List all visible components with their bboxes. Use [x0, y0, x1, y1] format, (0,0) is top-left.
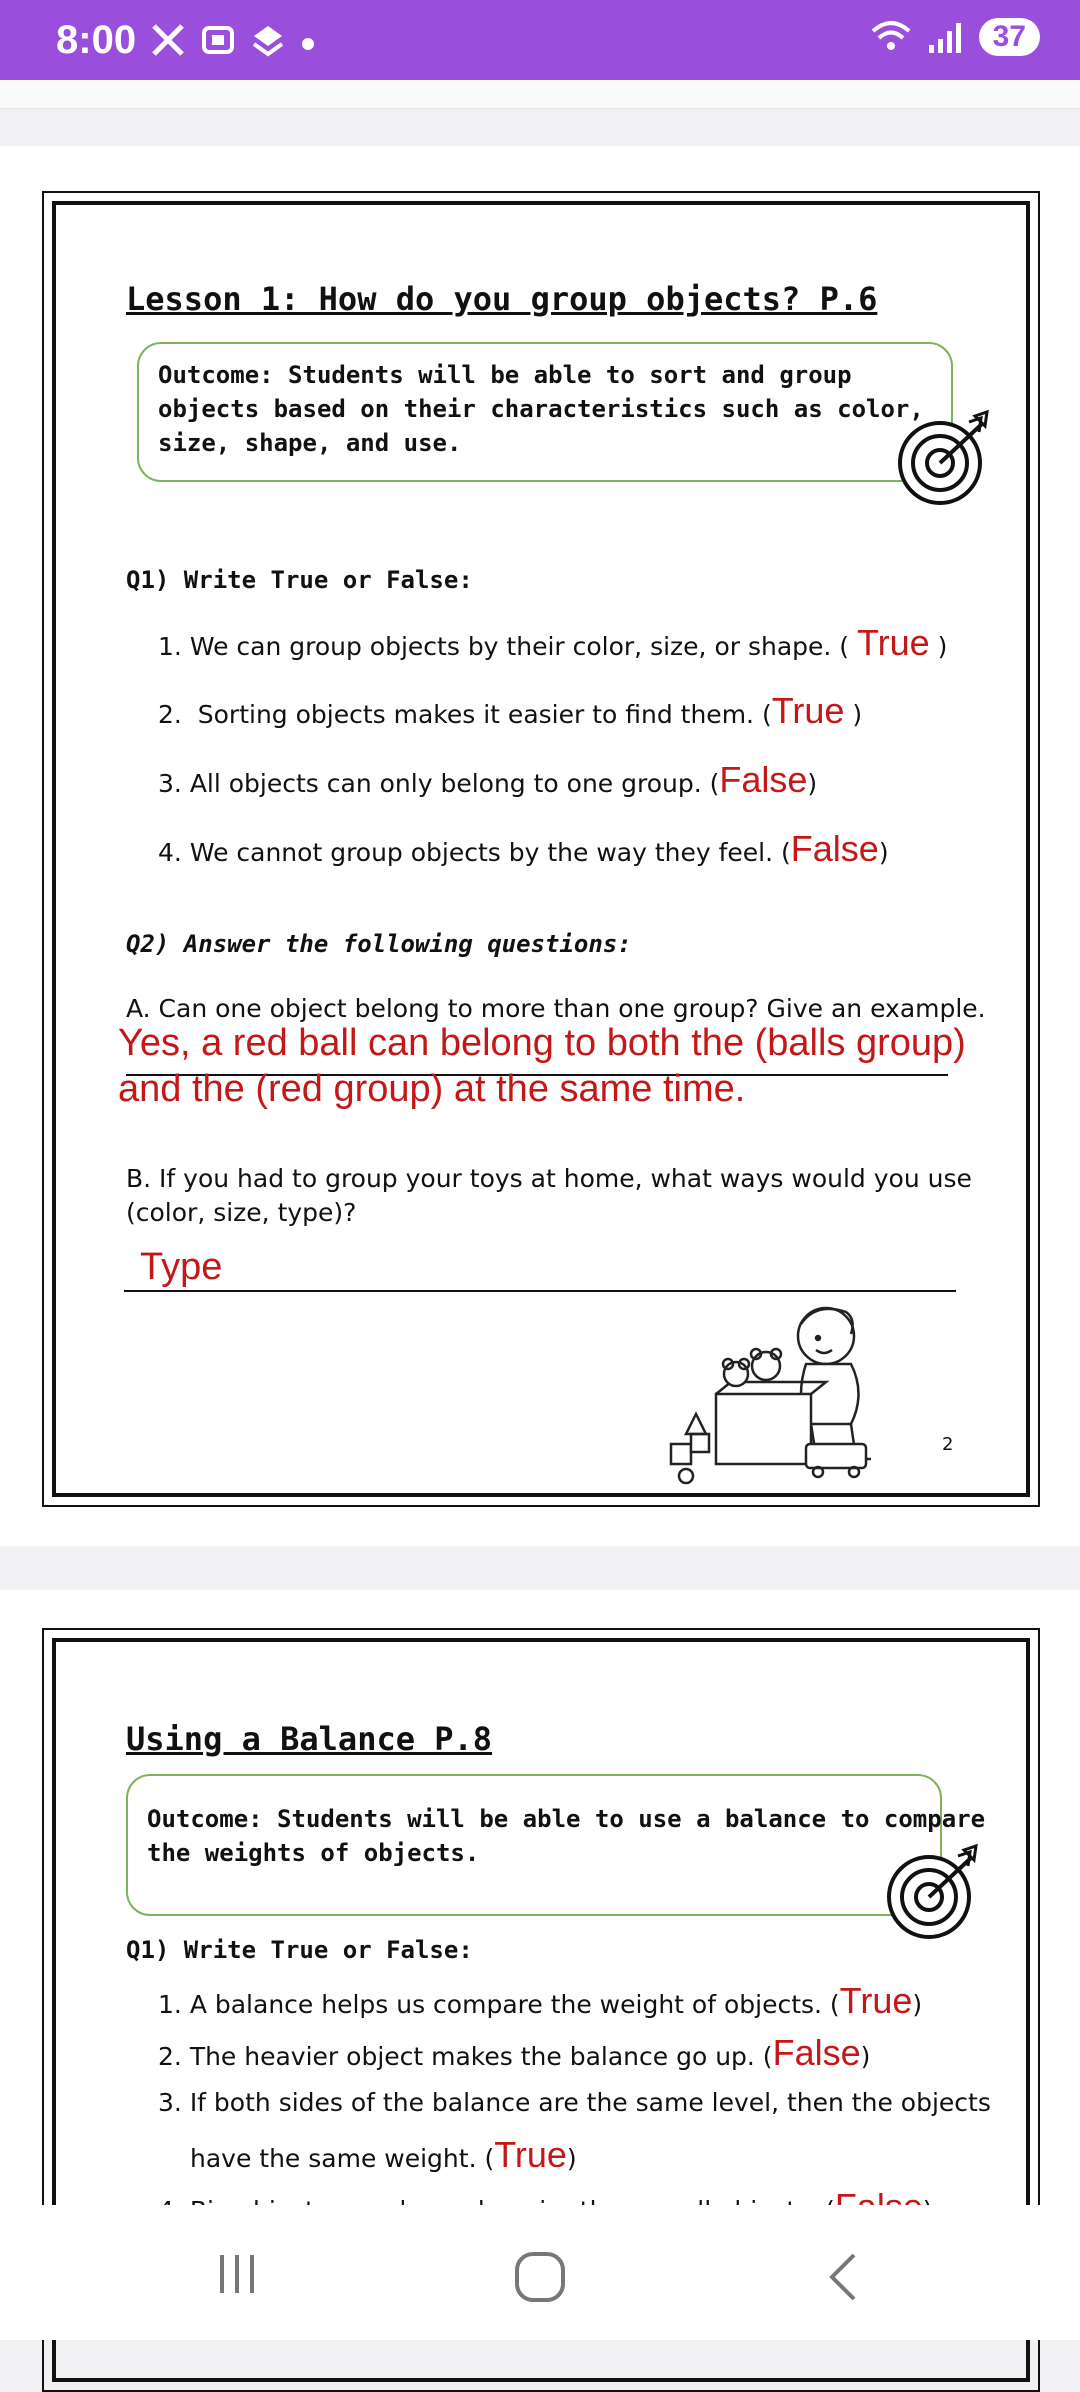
page-number: 2 [942, 1434, 954, 1455]
q1-item-1: 1. We can group objects by their color, size, or shape. ( True ) [158, 622, 948, 663]
recent-apps-button[interactable] [212, 2249, 262, 2299]
signal-icon [927, 19, 963, 55]
q2b-answer: Type [140, 1246, 223, 1288]
status-icons-right [871, 18, 1040, 56]
outcome-text-line1: Outcome: Students will be able to use a balance to compare [147, 1805, 986, 1833]
answer-false: False [772, 2032, 861, 2073]
q2b-question-line1: B. If you had to group your toys at home, what ways would you use [126, 1164, 972, 1193]
app-icon [250, 22, 286, 58]
q2a-answer-line2: and the (red group) at the same time. [118, 1068, 746, 1110]
q1-item-2: 2. The heavier object makes the balance go up. (False) [158, 2032, 871, 2073]
status-time: 8:00 [56, 18, 137, 62]
status-bar [0, 0, 1080, 80]
q1-item-4: 4. We cannot group objects by the way they feel. (False) [158, 828, 889, 869]
q1-item-3: 3. If both sides of the balance are the same level, then the objects [158, 2088, 991, 2117]
answer-true: True [839, 1980, 913, 2021]
child-with-toys-illustration [646, 1294, 916, 1484]
home-button[interactable] [512, 2249, 568, 2305]
q1-item-3-cont: have the same weight. (True) [190, 2134, 577, 2175]
answer-true: True [771, 690, 845, 731]
battery-indicator: 37 [979, 18, 1040, 56]
answer-false: False [719, 759, 808, 800]
q1-heading: Q1) Write True or False: [126, 566, 473, 594]
answer-true: True [857, 622, 930, 663]
answer-true: True [494, 2134, 567, 2175]
outcome-text-line2: the weights of objects. [147, 1839, 480, 1867]
q2a-answer-line1: Yes, a red ball can belong to both the (balls group) [118, 1022, 966, 1064]
lesson-title: Lesson 1: How do you group objects? P.6 [126, 280, 878, 318]
q1-item-3: 3. All objects can only belong to one group. (False) [158, 759, 818, 800]
notification-dot [302, 38, 314, 50]
status-icons-left [150, 22, 286, 58]
back-button[interactable] [822, 2249, 862, 2305]
q1-item-1: 1. A balance helps us compare the weight of objects. (True) [158, 1980, 923, 2021]
wifi-icon [871, 19, 911, 55]
q1-item-2: 2. Sorting objects makes it easier to find them. (True ) [158, 690, 863, 731]
screenshot-icon [200, 22, 236, 58]
q2a-question: A. Can one object belong to more than one group? Give an example. [126, 994, 986, 1023]
document-page-2[interactable] [0, 1590, 1080, 2210]
document-page-1[interactable] [0, 146, 1080, 1546]
x-icon [150, 22, 186, 58]
target-icon [895, 408, 995, 508]
viewer-top-band [0, 80, 1080, 109]
q1-heading: Q1) Write True or False: [126, 1936, 473, 1964]
outcome-text: Outcome: Students will be able to sort and group objects based on their characteristics such as color, size, shape, and use. [158, 361, 924, 457]
target-icon [884, 1842, 984, 1942]
q2b-answer-line [124, 1290, 956, 1292]
q2-heading: Q2) Answer the following questions: [126, 930, 632, 958]
navigation-bar [0, 2205, 1080, 2340]
q2b-question-line2: (color, size, type)? [126, 1198, 357, 1227]
answer-false: False [790, 828, 879, 869]
lesson-title: Using a Balance P.8 [126, 1720, 493, 1758]
